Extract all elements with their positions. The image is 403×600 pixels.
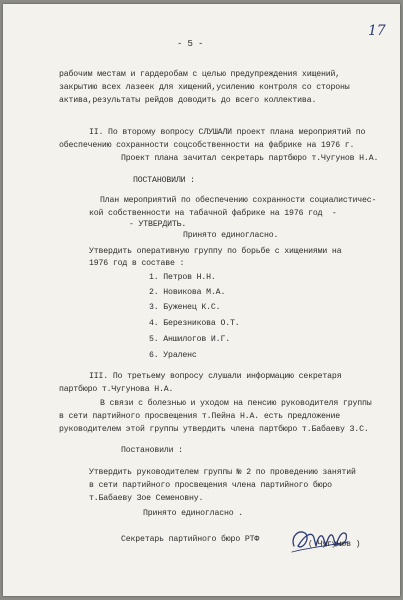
- text-line: т.Бабаеву Зое Семеновну.: [89, 494, 204, 503]
- list-item: 5. Аншилогов И.Г.: [149, 335, 230, 344]
- text-line: Проект плана зачитал секретарь партбюро т.Чугунов Н.А.: [121, 154, 379, 163]
- text-line: руководителем этой группы утвердить члена партбюро т.Бабаеву З.С.: [59, 425, 369, 434]
- handwritten-page-number: 17: [368, 23, 386, 39]
- text-line: II. По второму вопросу СЛУШАЛИ проект плана мероприятий по: [89, 128, 366, 137]
- text-line: Постановили :: [121, 446, 183, 455]
- list-item: 6. Ураленс: [149, 351, 197, 360]
- list-item: 1. Петров Н.Н.: [149, 273, 216, 282]
- text-line: Принято единогласно .: [143, 509, 244, 518]
- page-number: - 5 -: [177, 39, 204, 49]
- list-item: 2. Новикова М.А.: [149, 288, 226, 297]
- text-line: кой собственности на табачной фабрике на 1976 год -: [89, 209, 337, 218]
- list-item: 3. Буженец К.С.: [149, 303, 221, 312]
- text-line: рабочим местам и гардеробам с целью предупреждения хищений,: [59, 70, 341, 79]
- text-line: Принято единогласно.: [183, 231, 279, 240]
- list-item: 4. Березникова О.Т.: [149, 319, 240, 328]
- text-line: Утвердить оперативную группу по борьбе с хищениями на: [89, 247, 342, 256]
- handwritten-signature: [286, 516, 356, 560]
- text-line: В связи с болезнью и уходом на пенсию руководителя группы: [100, 399, 372, 408]
- text-line: обеспечению сохранности соцсобственности на фабрике на 1976 г.: [59, 141, 355, 150]
- text-line: Утвердить руководителем группы № 2 по проведению занятий: [89, 468, 356, 477]
- text-line: 1976 год в составе :: [89, 259, 185, 268]
- text-line: актива,результаты рейдов доводить до всего коллектива.: [59, 96, 317, 105]
- text-line: III. По третьему вопросу слушали информацию секретаря: [89, 372, 342, 381]
- document-page: [3, 4, 400, 596]
- text-line: ПОСТАНОВИЛИ :: [133, 176, 195, 185]
- signatory-title: Секретарь партийного бюро РТФ: [121, 535, 260, 544]
- text-line: План мероприятий по обеспечению сохранности социалистичес-: [100, 196, 377, 205]
- text-line: закрытию всех лазеек для хищений,усилению контроля со стороны: [59, 83, 350, 92]
- text-line: партбюро т.Чугунова Н.А.: [59, 385, 174, 394]
- text-line: - УТВЕРДИТЬ.: [129, 220, 187, 229]
- text-line: в сети партийного просвещения члена партийного бюро: [89, 481, 332, 490]
- signatory-name: ( Чугунов ): [308, 540, 361, 549]
- text-line: в сети партийного просвещения т.Пейна Н.А. есть предложение: [59, 412, 341, 421]
